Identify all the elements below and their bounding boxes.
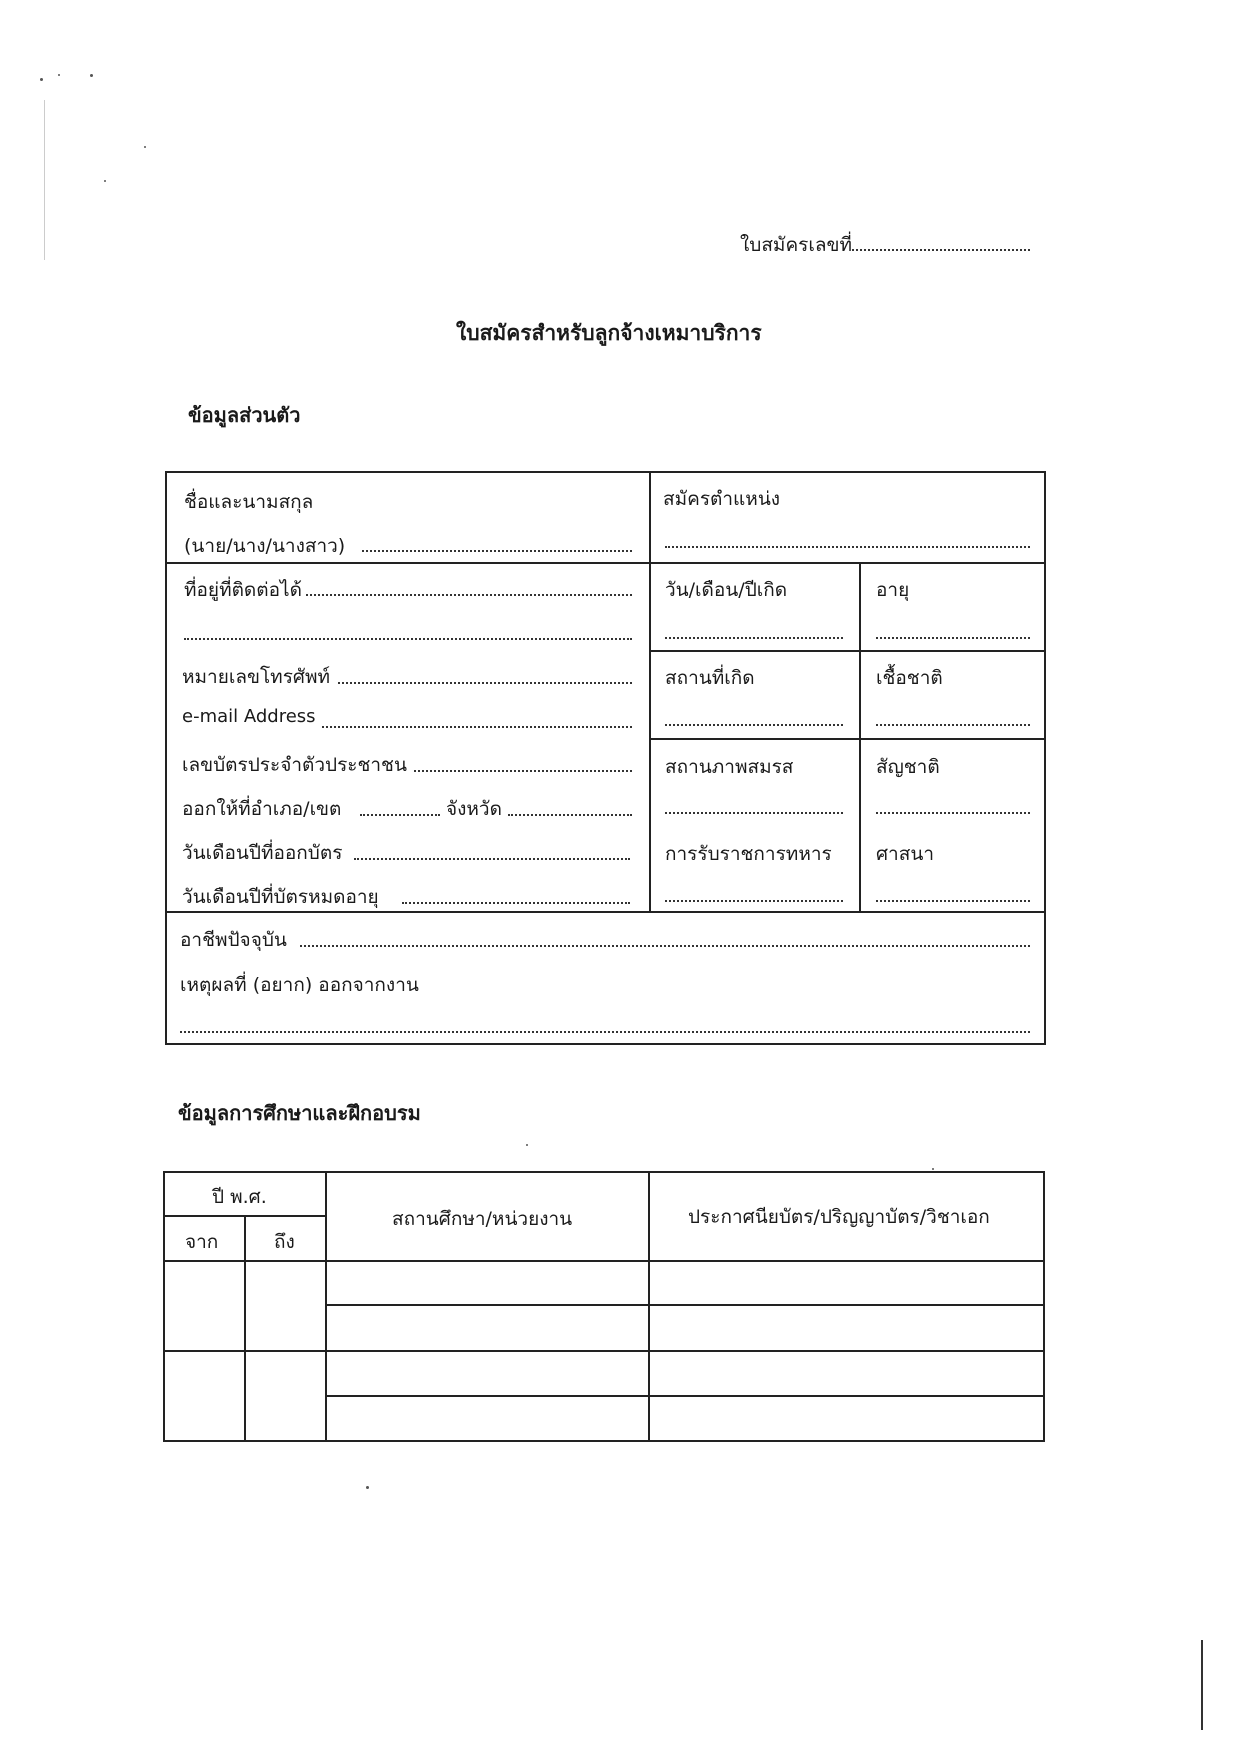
education-row-2-institution[interactable] [328,1307,647,1349]
education-row-3-degree[interactable] [651,1353,1042,1394]
occupation-field[interactable] [300,945,1030,947]
religion-field[interactable] [876,900,1030,902]
nationality-field[interactable] [876,812,1030,814]
position-field[interactable] [665,546,1030,548]
reason-field[interactable] [180,1031,1030,1033]
form-title: ใบสมัครสำหรับลูกจ้างเหมาบริการ [456,321,762,345]
education-row-2-degree[interactable] [651,1307,1042,1349]
military-label: การรับราชการทหาร [665,843,832,865]
birthplace-label: สถานที่เกิด [665,667,755,689]
education-row-1-institution[interactable] [328,1263,647,1303]
address-label: ที่อยู่ที่ติดต่อได้ [184,579,302,601]
institution-header: สถานศึกษา/หน่วยงาน [392,1208,573,1230]
province-label: จังหวัด [446,798,502,820]
education-row-4-institution[interactable] [328,1398,647,1439]
email-field[interactable] [322,726,632,728]
marital-label: สถานภาพสมรส [665,756,794,778]
province-field[interactable] [508,814,632,816]
from-header: จาก [185,1231,219,1253]
personal-section-title: ข้อมูลส่วนตัว [188,403,301,427]
age-label: อายุ [876,579,910,601]
issued-at-field[interactable] [360,814,440,816]
phone-field[interactable] [338,682,632,684]
marital-field[interactable] [665,812,843,814]
expiry-label: วันเดือนปีที่บัตรหมดอายุ [182,886,379,908]
ethnicity-field[interactable] [876,724,1030,726]
birthplace-field[interactable] [665,724,843,726]
military-field[interactable] [665,900,843,902]
ethnicity-label: เชื้อชาติ [876,667,943,689]
expiry-field[interactable] [402,902,630,904]
issue-date-label: วันเดือนปีที่ออกบัตร [182,842,343,864]
nationality-label: สัญชาติ [876,756,940,778]
phone-label: หมายเลขโทรศัพท์ [182,666,331,688]
religion-label: ศาสนา [876,843,934,865]
education-row-3-institution[interactable] [328,1353,647,1394]
idcard-label: เลขบัตรประจำตัวประชาชน [182,754,407,776]
issued-at-label: ออกให้ที่อำเภอ/เขต [182,798,342,820]
occupation-label: อาชีพปัจจุบัน [180,929,287,951]
degree-header: ประกาศนียบัตร/ปริญญาบัตร/วิชาเอก [688,1206,990,1228]
education-row-1-from[interactable] [166,1263,243,1349]
education-row-1-degree[interactable] [651,1263,1042,1303]
application-number [740,230,1030,260]
address-field-2[interactable] [184,638,632,640]
application-number-label: ใบสมัครเลขที่ [740,234,853,256]
email-label: e-mail Address [182,706,316,727]
reason-label: เหตุผลที่ (อยาก) ออกจากงาน [180,974,419,996]
address-field-1[interactable] [306,594,632,596]
application-number-field[interactable] [852,248,1030,251]
year-header: ปี พ.ศ. [212,1186,267,1208]
name-label: ชื่อและนามสกุล [184,491,314,513]
education-row-3-from[interactable] [166,1353,243,1439]
prefix-label: (นาย/นาง/นางสาว) [184,535,346,557]
dob-label: วัน/เดือน/ปีเกิด [665,579,788,601]
education-section-title: ข้อมูลการศึกษาและฝึกอบรม [178,1101,421,1125]
education-row-4-degree[interactable] [651,1398,1042,1439]
education-row-1-to[interactable] [247,1263,324,1349]
position-label: สมัครตำแหน่ง [663,488,781,510]
education-row-3-to[interactable] [247,1353,324,1439]
to-header: ถึง [274,1231,295,1253]
dob-field[interactable] [665,637,843,639]
name-field[interactable] [362,550,632,552]
issue-date-field[interactable] [354,858,630,860]
idcard-field[interactable] [414,770,632,772]
age-field[interactable] [876,637,1030,639]
